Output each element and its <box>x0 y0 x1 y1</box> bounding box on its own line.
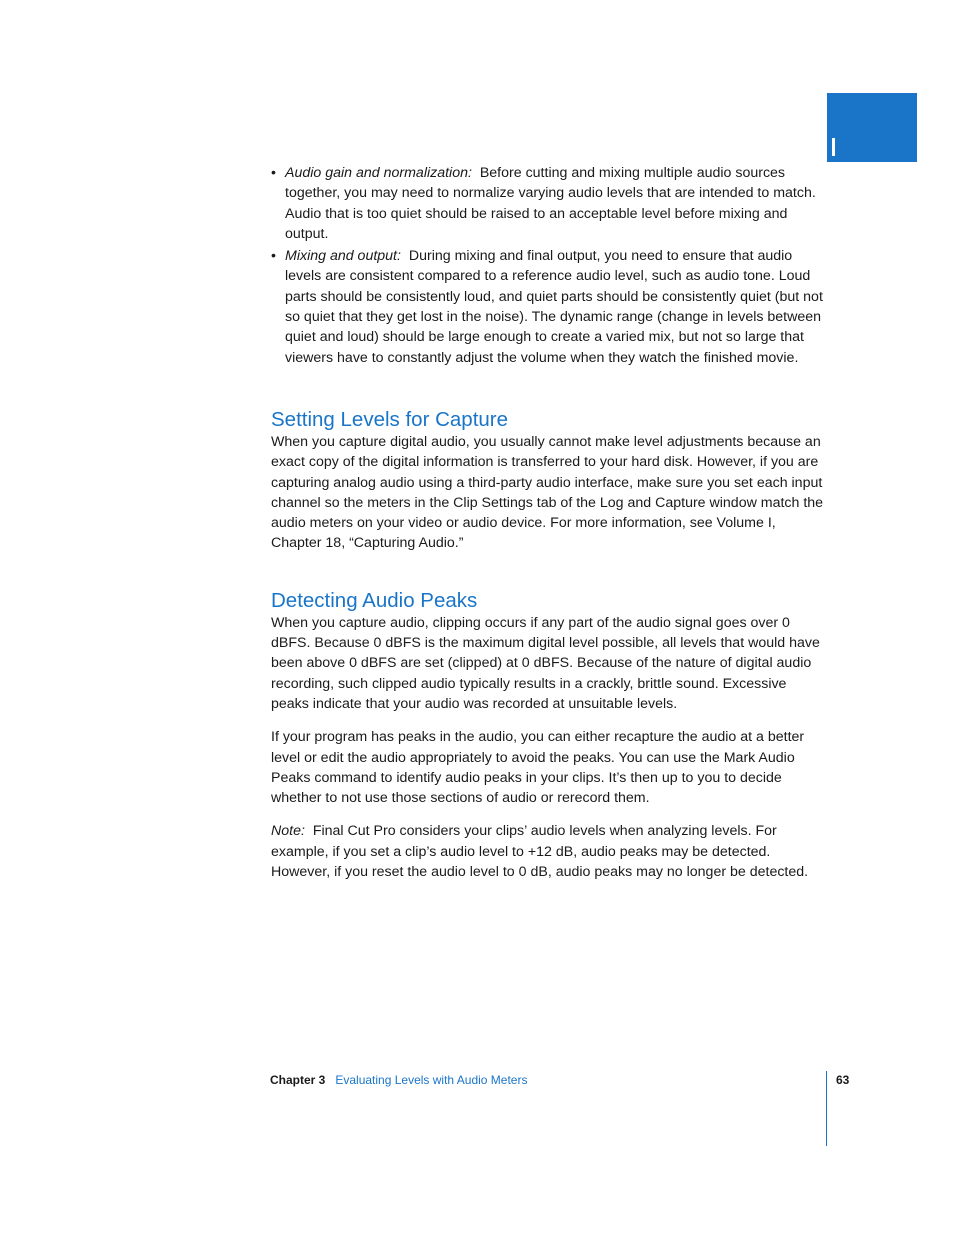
note-label: Note: <box>271 823 305 840</box>
page-content <box>271 163 827 882</box>
body-paragraph: If your program has peaks in the audio, you can either recapture the audio at a better level or edit the audio appropriately to avoid the peaks. You can use the Mark Audio Peaks command to identify audio peaks in your clips. It’s then up to you to decide whether to not use those sections of audio or rerecord them. <box>271 729 805 807</box>
bullet-text: During mixing and final output, you need to ensure that audio levels are consistent compared to a reference audio level, such as audio tone. Loud parts should be consistently loud, and quiet parts should be consistently quiet (but not so quiet that they get lost in the noise). The dynamic range (change in levels between quiet and loud) should be large enough to create a varied mix, but not so large that viewers have to constantly adjust the volume when they watch the finished movie. <box>285 248 823 366</box>
note-paragraph <box>271 821 827 882</box>
page-footer <box>270 1073 527 1088</box>
chapter-tab <box>827 93 917 162</box>
bullet-item <box>271 246 827 368</box>
footer-chapter-title: Evaluating Levels with Audio Meters <box>335 1073 528 1087</box>
section-heading: Detecting Audio Peaks <box>271 588 478 612</box>
page-number: 63 <box>836 1073 850 1087</box>
body-paragraph: When you capture audio, clipping occurs if any part of the audio signal goes over 0 dBFS. Because 0 dBFS is the maximum digital level possible, all levels that would have been above 0 dBFS are set (clipped) at 0 dBFS. Because of the nature of digital audio recording, such clipped audio typically results in a crackly, brittle sound. Excessive peaks indicate that your audio was recorded at unsuitable levels. <box>271 614 820 712</box>
bullet-list <box>271 163 827 368</box>
bullet-term: Audio gain and normalization: <box>285 165 472 181</box>
footer-divider <box>826 1071 827 1146</box>
section-heading: Setting Levels for Capture <box>271 407 509 431</box>
chapter-tab-mark <box>832 138 835 156</box>
body-paragraph: When you capture digital audio, you usually cannot make level adjustments because an exact copy of the digital information is transferred to your hard disk. However, if you are capturing analog audio using a third-party audio interface, make sure you set each input channel so the meters in the Clip Settings tab of the Log and Capture window match the audio meters on your video or audio device. For more information, see Volume I, Chapter 18, “Capturing Audio.” <box>271 433 824 552</box>
note-text: Final Cut Pro considers your clips’ audio levels when analyzing levels. For example, if you set a clip’s audio level to +12 dB, audio peaks may be detected. However, if you reset the audio level to 0 dB, audio peaks may no longer be detected. <box>271 823 809 881</box>
bullet-text: Before cutting and mixing multiple audio sources together, you may need to normalize varying audio levels that are intended to match. Audio that is too quiet should be raised to an acceptable level before mixing and output. <box>285 165 816 242</box>
bullet-term: Mixing and output: <box>285 248 401 265</box>
footer-chapter: Chapter 3 <box>270 1073 326 1087</box>
bullet-item <box>271 163 827 244</box>
